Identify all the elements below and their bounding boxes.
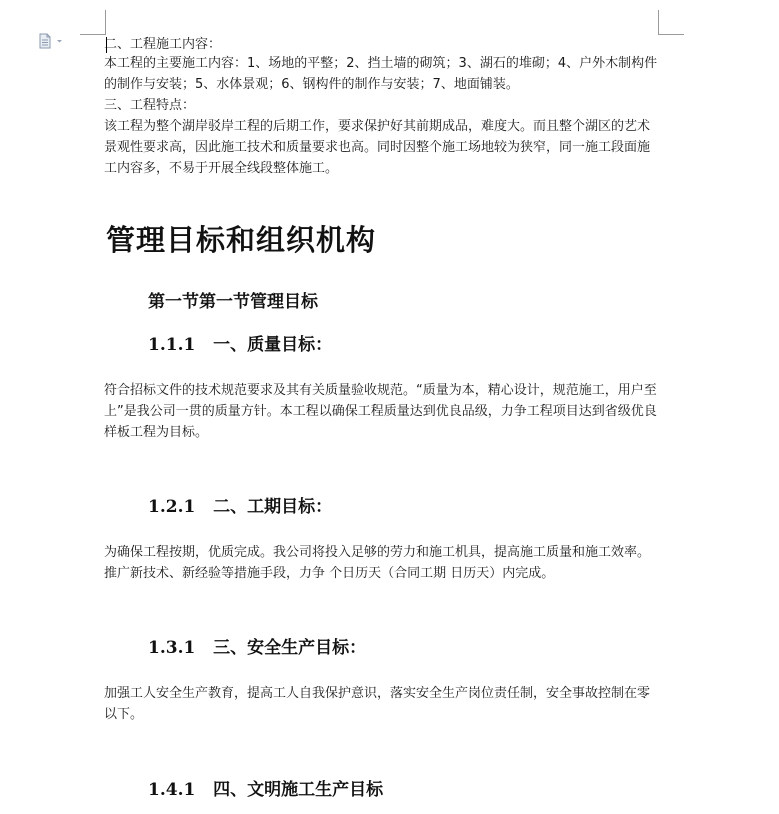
chapter-title: 管理目标和组织机构: [106, 223, 377, 257]
paragraph-project-features: 该工程为整个湖岸驳岸工程的后期工作，要求保护好其前期成品，难度大。而且整个湖区的艺术景观性要求高，因此施工技术和质量要求也高。同时因整个施工场地较为狭窄，同一施工段面施工内容多，不易于开展全线段整体施工。: [104, 119, 651, 176]
subsection-heading-quality: [148, 330, 332, 355]
paragraph-quality-target: 符合招标文件的技术规范要求及其有关质量验收规范。“质量为本，精心设计，规范施工，用户至上”是我公司一贯的质量方针。本工程以确保工程质量达到优良品级，力争工程项目达到省级优良样板工程为目标。: [104, 383, 657, 440]
subsection-number: 1.3.1: [148, 638, 196, 658]
section-heading-project-features: 三、工程特点：: [104, 98, 196, 113]
subsection-title: 一、质量目标：: [213, 335, 333, 355]
subsection-number: 1.2.1: [148, 497, 196, 517]
subsection-heading-civilized-construction: [148, 775, 383, 800]
subsection-title: 四、文明施工生产目标: [213, 780, 384, 800]
page-corner-mark-top-left: [105, 10, 106, 34]
subsection-heading-schedule: [148, 492, 332, 517]
subsection-number: 1.4.1: [148, 780, 196, 800]
subsection-title: 三、安全生产目标：: [213, 638, 367, 658]
paragraph-schedule-target: 为确保工程按期，优质完成。我公司将投入足够的劳力和施工机具，提高施工质量和施工效率。推广新技术、新经验等措施手段，力争 个日历天（合同工期 日历天）内完成。: [104, 545, 651, 581]
subsection-title: 二、工期目标：: [213, 497, 333, 517]
paragraph-construction-content: 本工程的主要施工内容：1、场地的平整；2、挡土墙的砌筑；3、湖石的堆砌；4、户外木制构件的制作与安装；5、水体景观；6、钢构件的制作与安装；7、地面铺装。: [104, 56, 658, 92]
paragraph-safety-target: 加强工人安全生产教育，提高工人自我保护意识，落实安全生产岗位责任制，安全事故控制在零以下。: [104, 686, 651, 722]
document-icon[interactable]: [38, 33, 64, 49]
subsection-number: 1.1.1: [148, 335, 196, 355]
subsection-heading-safety: [148, 633, 366, 658]
page-corner-mark-top-right: [658, 10, 659, 34]
page-corner-mark-top-right: [658, 34, 684, 35]
page-corner-mark-top-left: [80, 34, 106, 35]
section-title: 第一节第一节管理目标: [148, 292, 318, 312]
section-heading-construction-content: 二、工程施工内容：: [104, 37, 222, 52]
